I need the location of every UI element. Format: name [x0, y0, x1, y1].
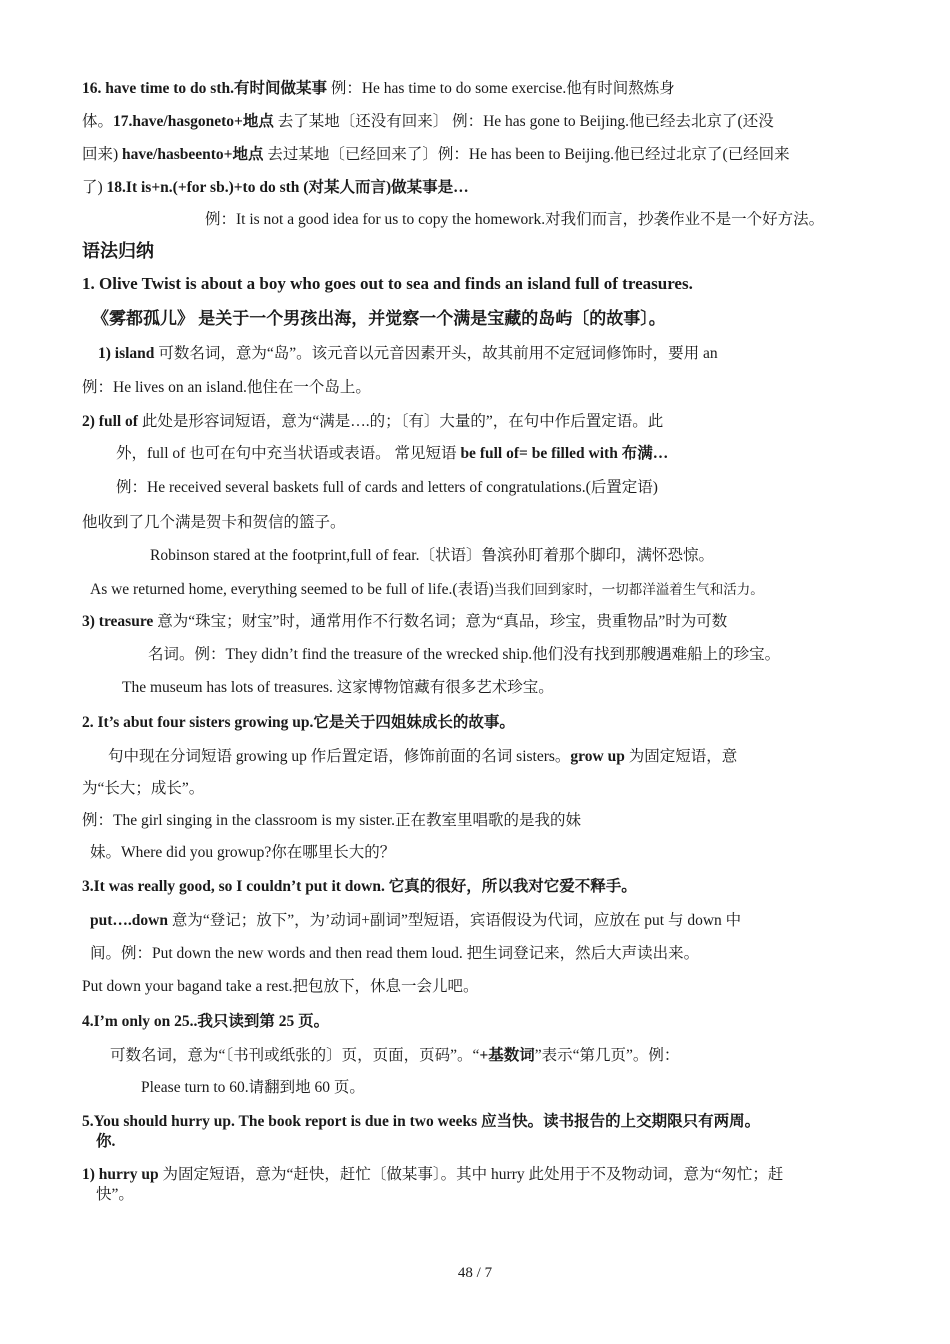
example-full-of: 例：He received several baskets full of cards and letters of congratulations.(后置定语)	[116, 479, 658, 496]
line-example-homework: 例：It is not a good idea for us to copy the homework.对我们而言，抄袭作业不是一个好方法。	[205, 211, 825, 228]
note-put-down-cont: 间。例：Put down the new words and then read them loud. 把生词登记来，然后大声读出来。	[90, 945, 700, 962]
sentence-1-heading: 1. Olive Twist is about a boy who goes out to sea and finds an island full of treasures.	[82, 274, 693, 293]
example-island: 例：He lives on an island.他住在一个岛上。	[82, 379, 371, 396]
example-returned-home: As we returned home, everything seemed to be full of life.(表语)当我们回到家时，一切都洋溢着生气和活力。	[90, 581, 764, 598]
example-turn-to: Please turn to 60.请翻到地 60 页。	[141, 1079, 365, 1096]
sentence-5-heading-cont: 你.	[96, 1133, 116, 1150]
note-put-down: put….down 意为“登记；放下”，为’动词+副词”型短语，宾语假设为代词，应放在 put 与 down 中	[90, 912, 742, 929]
note-treasure-cont: 名词。例：They didn’t find the treasure of the wrecked ship.他们没有找到那艘遇难船上的珍宝。	[148, 646, 781, 663]
sentence-5-heading: 5.You should hurry up. The book report is due in two weeks 应当快。读书报告的上交期限只有两周。	[82, 1113, 761, 1130]
line-16: 16. have time to do sth.有时间做某事 例：He has time to do some exercise.他有时间熬炼身	[82, 80, 675, 97]
example-museum: The museum has lots of treasures. 这家博物馆藏有很多艺术珍宝。	[122, 679, 554, 696]
section-heading-grammar: 语法归纳	[82, 241, 154, 261]
sentence-3-heading: 3.It was really good, so I couldn’t put it down. 它真的很好，所以我对它爱不释手。	[82, 878, 637, 895]
line-18: 了) 18.It is+n.(+for sb.)+to do sth (对某人而言)做某事是…	[82, 179, 469, 196]
note-hurry-up: 1) hurry up 为固定短语，意为“赶快，赶忙〔做某事〕。其中 hurry 此处用于不及物动词，意为“匆忙；赶	[82, 1166, 784, 1183]
line-hasbeen: 回来) have/hasbeento+地点 去过某地〔已经回来了〕例：He has been to Beijing.他已经过北京了(已经回来	[82, 146, 790, 163]
sentence-2-heading: 2. It’s abut four sisters growing up.它是关于四姐妹成长的故事。	[82, 714, 515, 731]
sentence-4-heading: 4.I’m only on 25..我只读到第 25 页。	[82, 1013, 330, 1030]
example-grow-up: 妹。Where did you growup?你在哪里长大的？	[90, 844, 396, 861]
note-island: 1) island 可数名词，意为“岛”。该元音以元音因素开头，故其前用不定冠词修饰时，要用 an	[98, 345, 718, 362]
example-robinson: Robinson stared at the footprint,full of fear.〔状语〕鲁滨孙盯着那个脚印，满怀恐惊。	[150, 547, 714, 564]
example-put-down-bag: Put down your bagand take a rest.把包放下，休息一会儿吧。	[82, 978, 479, 995]
note-page: 可数名词，意为“〔书刊或纸张的〕页，页面，页码”。“+基数词”表示“第几页”。例：	[110, 1047, 680, 1064]
note-hurry-up-cont: 快”。	[96, 1186, 134, 1203]
note-grow-up-cont: 为“长大；成长”。	[82, 780, 205, 797]
note-full-of: 2) full of 此处是形容词短语，意为“满是….的；〔有〕大量的”，在句中作后置定语。此	[82, 413, 664, 430]
note-treasure: 3) treasure 意为“珠宝；财宝”时，通常用作不行数名词；意为“真品，珍宝，贵重物品”时为可数	[82, 613, 728, 630]
sentence-1-translation: 《雾都孤儿》 是关于一个男孩出海，并觉察一个满是宝藏的岛屿〔的故事〕。	[92, 309, 666, 328]
note-grow-up: 句中现在分词短语 growing up 作后置定语，修饰前面的名词 sisters。grow up 为固定短语，意	[108, 748, 738, 765]
example-girl-singing: 例：The girl singing in the classroom is my sister.正在教室里唱歌的是我的妹	[82, 812, 581, 829]
line-17: 体。17.have/hasgoneto+地点 去了某地〔还没有回来〕 例：He has gone to Beijing.他已经去北京了(还没	[82, 113, 774, 130]
example-full-of-translation: 他收到了几个满是贺卡和贺信的篮子。	[82, 514, 346, 531]
page-number: 48 / 7	[457, 1265, 493, 1281]
note-full-of-cont: 外，full of 也可在句中充当状语或表语。 常见短语 be full of= be filled with 布满…	[116, 445, 669, 462]
